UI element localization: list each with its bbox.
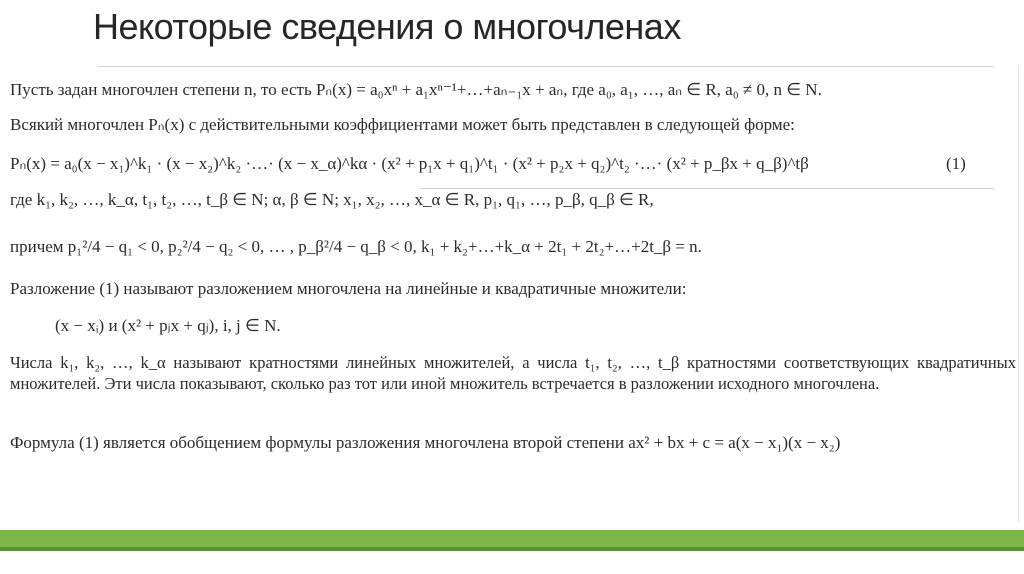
polynomial-definition: Пусть задан многочлен степени n, то есть Pₙ(x) = a₀xⁿ + a₁xⁿ⁻¹+…+aₙ₋₁x + aₙ, где a₀, a₁, …, aₙ ∈ R, a₀ ≠ 0, n ∈ N. <box>10 80 822 99</box>
footer-green-bar <box>0 530 1024 547</box>
footer-dark-bar <box>0 547 1024 551</box>
generalization-line: Формула (1) является обобщением формулы разложения многочлена второй степени ax² + bx + c = a(x − x₁)(x − x₂) <box>10 433 841 452</box>
formula-number: (1) <box>946 154 966 173</box>
factorization-formula: Pₙ(x) = a₀(x − x₁)^k₁ · (x − x₂)^k₂ ·…· (x − x_α)^kα · (x² + p₁x + q₁)^t₁ · (x² + p₂x + q₂)^t₂ ·…· (x² + p_βx + q_β)^tβ <box>10 154 809 173</box>
right-border <box>1018 66 1019 522</box>
factorization-name: Разложение (1) называют разложением многочлена на линейные и квадратичные множители: <box>10 279 687 298</box>
multiplicity-paragraph: Числа k₁, k₂, …, k_α называют кратностями линейных множителей, а числа t₁, t₂, …, t_β кратностями соответствующих квадратичных множителей. Эти числа показывают, сколько раз тот или иной множитель встречается в разложении исходного многочлена. <box>10 353 1016 393</box>
factor-types: (x − xᵢ) и (x² + pⱼx + qⱼ), i, j ∈ N. <box>55 316 281 335</box>
factorization-intro: Всякий многочлен Pₙ(x) с действительными коэффициентами может быть представлен в следующей форме: <box>10 115 795 134</box>
discriminant-conditions: причем p₁²/4 − q₁ < 0, p₂²/4 − q₂ < 0, … , p_β²/4 − q_β < 0, k₁ + k₂+…+k_α + 2t₁ + 2t₂+…+2t_β = n. <box>10 237 702 256</box>
title-divider <box>98 66 994 67</box>
conditions-line: где k₁, k₂, …, k_α, t₁, t₂, …, t_β ∈ N; α, β ∈ N; x₁, x₂, …, x_α ∈ R, p₁, q₁, …, p_β, q_β ∈ R, <box>10 190 654 209</box>
slide-title: Некоторые сведения о многочленах <box>93 6 681 47</box>
